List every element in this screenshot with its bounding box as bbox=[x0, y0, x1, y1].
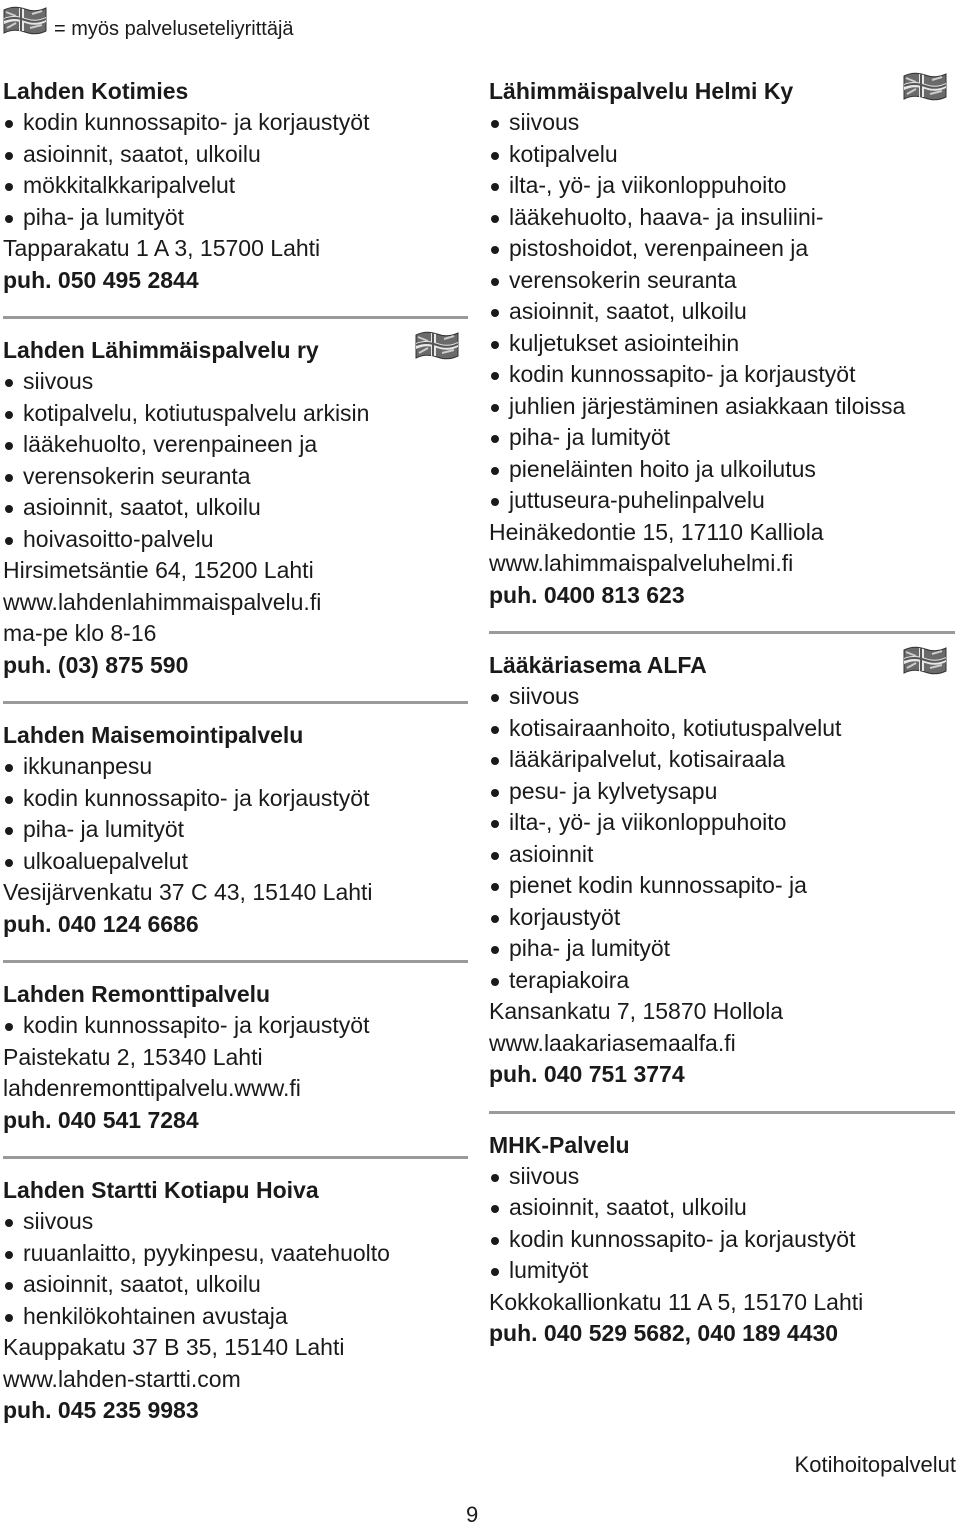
service-item: ruuanlaitto, pyykinpesu, vaatehuolto bbox=[3, 1238, 473, 1270]
provider-entry bbox=[3, 335, 473, 681]
service-item: kodin kunnossapito- ja korjaustyöt bbox=[489, 1224, 959, 1256]
contact-line: Tapparakatu 1 A 3, 15700 Lahti bbox=[3, 235, 321, 261]
page-number: 9 bbox=[466, 1502, 479, 1527]
provider-entry bbox=[3, 720, 473, 940]
divider bbox=[489, 1111, 955, 1114]
service-item: pistoshoidot, verenpaineen ja bbox=[489, 233, 959, 265]
provider-name: Lääkäriasema ALFA bbox=[489, 652, 707, 678]
provider-name: Lahden Kotimies bbox=[3, 78, 189, 104]
service-item: kotisairaanhoito, kotiutuspalvelut bbox=[489, 713, 959, 745]
service-item: pienet kodin kunnossapito- ja bbox=[489, 870, 959, 902]
service-list bbox=[489, 107, 959, 517]
provider-entry bbox=[489, 650, 959, 1091]
provider-name: Lahden Startti Kotiapu Hoiva bbox=[3, 1177, 319, 1203]
phone-number: puh. 050 495 2844 bbox=[3, 266, 199, 293]
service-item: ilta-, yö- ja viikonloppuhoito bbox=[489, 170, 959, 202]
service-list bbox=[3, 366, 473, 555]
contact-line: Hirsimetsäntie 64, 15200 Lahti bbox=[3, 557, 314, 583]
divider bbox=[3, 701, 468, 704]
service-item: hoivasoitto-palvelu bbox=[3, 524, 473, 556]
phone-number: puh. 045 235 9983 bbox=[3, 1397, 199, 1423]
service-item: kodin kunnossapito- ja korjaustyöt bbox=[489, 359, 959, 391]
phone-number: puh. 040 541 7284 bbox=[3, 1106, 199, 1133]
contact-line: www.lahimmaispalveluhelmi.fi bbox=[489, 550, 794, 576]
service-item: lääkehuolto, verenpaineen ja bbox=[3, 429, 473, 461]
legend-text: = myös palveluseteliyrittäjä bbox=[54, 18, 294, 40]
service-item: ikkunanpesu bbox=[3, 751, 473, 783]
service-item: verensokerin seuranta bbox=[3, 461, 473, 493]
service-item: piha- ja lumityöt bbox=[489, 933, 959, 965]
divider bbox=[3, 316, 468, 319]
service-list bbox=[489, 1161, 959, 1287]
service-item: siivous bbox=[489, 1161, 959, 1193]
contact-line: ma-pe klo 8-16 bbox=[3, 620, 157, 646]
provider-name: Lahden Maisemointipalvelu bbox=[3, 722, 304, 748]
flag-icon bbox=[902, 644, 948, 676]
contact-line: www.lahden-startti.com bbox=[3, 1365, 241, 1392]
service-item: juttuseura-puhelinpalvelu bbox=[489, 485, 959, 517]
provider-entry bbox=[3, 1175, 473, 1427]
flag-icon bbox=[414, 329, 460, 361]
service-item: terapiakoira bbox=[489, 965, 959, 997]
right-column bbox=[489, 76, 959, 1350]
service-item: kuljetukset asiointeihin bbox=[489, 328, 959, 360]
phone-number: puh. 0400 813 623 bbox=[489, 581, 685, 608]
service-item: kodin kunnossapito- ja korjaustyöt bbox=[3, 783, 473, 815]
service-item: siivous bbox=[3, 366, 473, 398]
service-item: ilta-, yö- ja viikonloppuhoito bbox=[489, 807, 959, 839]
service-item: lääkäripalvelut, kotisairaala bbox=[489, 744, 959, 776]
service-item: asioinnit bbox=[489, 839, 959, 871]
service-item: kotipalvelu, kotiutuspalvelu arkisin bbox=[3, 398, 473, 430]
service-item: korjaustyöt bbox=[489, 902, 959, 934]
service-item: kotipalvelu bbox=[489, 139, 959, 171]
provider-entry bbox=[3, 76, 473, 296]
divider bbox=[3, 960, 468, 963]
provider-name: Lahden Remonttipalvelu bbox=[3, 981, 271, 1007]
phone-number: puh. 040 124 6686 bbox=[3, 910, 199, 937]
service-item: kodin kunnossapito- ja korjaustyöt bbox=[3, 1010, 473, 1042]
left-column bbox=[3, 76, 473, 1427]
provider-entry bbox=[489, 76, 959, 611]
contact-line: Kansankatu 7, 15870 Hollola bbox=[489, 998, 784, 1024]
service-list bbox=[489, 681, 959, 996]
contact-line: Kauppakatu 37 B 35, 15140 Lahti bbox=[3, 1334, 345, 1360]
contact-line: Vesijärvenkatu 37 C 43, 15140 Lahti bbox=[3, 879, 373, 905]
divider bbox=[489, 631, 955, 634]
flag-icon bbox=[902, 70, 948, 102]
service-item: asioinnit, saatot, ulkoilu bbox=[489, 1192, 959, 1224]
service-item: siivous bbox=[489, 681, 959, 713]
service-item: juhlien järjestäminen asiakkaan tiloissa bbox=[489, 391, 959, 423]
service-item: verensokerin seuranta bbox=[489, 265, 959, 297]
contact-line: www.laakariasemaalfa.fi bbox=[489, 1029, 736, 1056]
provider-entry bbox=[3, 979, 473, 1136]
contact-line: www.lahdenlahimmaispalvelu.fi bbox=[3, 588, 322, 615]
phone-number: puh. 040 751 3774 bbox=[489, 1061, 685, 1087]
contact-line: Heinäkedontie 15, 17110 Kalliola bbox=[489, 518, 824, 545]
service-item: pesu- ja kylvetysapu bbox=[489, 776, 959, 808]
phone-number: puh. (03) 875 590 bbox=[3, 651, 189, 678]
service-list bbox=[3, 751, 473, 877]
service-item: siivous bbox=[489, 107, 959, 139]
divider bbox=[3, 1156, 468, 1159]
provider-entry bbox=[489, 1130, 959, 1350]
provider-name: Lahden Lähimmäispalvelu ry bbox=[3, 337, 319, 363]
service-item: piha- ja lumityöt bbox=[3, 814, 473, 846]
service-list bbox=[3, 107, 473, 233]
service-item: asioinnit, saatot, ulkoilu bbox=[3, 1269, 473, 1301]
contact-line: Paistekatu 2, 15340 Lahti bbox=[3, 1043, 263, 1070]
service-item: asioinnit, saatot, ulkoilu bbox=[489, 296, 959, 328]
service-item: asioinnit, saatot, ulkoilu bbox=[3, 139, 473, 171]
service-item: piha- ja lumityöt bbox=[489, 422, 959, 454]
provider-name: MHK-Palvelu bbox=[489, 1131, 630, 1158]
contact-line: Kokkokallionkatu 11 A 5, 15170 Lahti bbox=[489, 1288, 864, 1315]
service-item: ulkoaluepalvelut bbox=[3, 846, 473, 878]
phone-number: puh. 040 529 5682, 040 189 4430 bbox=[489, 1320, 839, 1346]
service-list bbox=[3, 1206, 473, 1332]
contact-line: lahdenremonttipalvelu.www.fi bbox=[3, 1075, 301, 1101]
provider-name: Lähimmäispalvelu Helmi Ky bbox=[489, 78, 794, 104]
service-list bbox=[3, 1010, 473, 1042]
service-item: siivous bbox=[3, 1206, 473, 1238]
flag-icon bbox=[2, 4, 48, 36]
service-item: lääkehuolto, haava- ja insuliini- bbox=[489, 202, 959, 234]
service-item: kodin kunnossapito- ja korjaustyöt bbox=[3, 107, 473, 139]
service-item: asioinnit, saatot, ulkoilu bbox=[3, 492, 473, 524]
service-item: pieneläinten hoito ja ulkoilutus bbox=[489, 454, 959, 486]
service-item: henkilökohtainen avustaja bbox=[3, 1301, 473, 1333]
service-item: mökkitalkkaripalvelut bbox=[3, 170, 473, 202]
footer-section-title: Kotihoitopalvelut bbox=[794, 1452, 956, 1477]
service-item: lumityöt bbox=[489, 1255, 959, 1287]
service-item: piha- ja lumityöt bbox=[3, 202, 473, 234]
